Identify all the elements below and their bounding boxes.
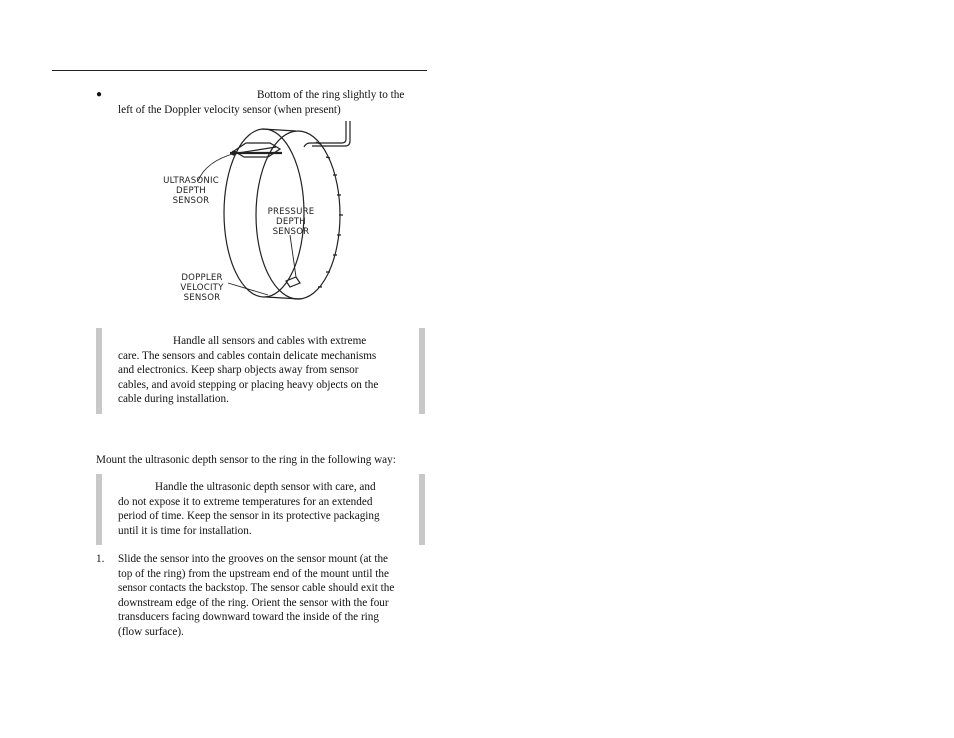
bullet-line-1: Bottom of the ring slightly to the <box>257 89 405 101</box>
step-text <box>118 552 423 639</box>
caution-note-text <box>118 480 408 538</box>
caution-note-cables <box>96 328 425 414</box>
step1-line-5: transducers facing downward toward the inside of the ring <box>118 611 379 623</box>
note2-line-1: Handle the ultrasonic depth sensor with care, and <box>155 481 376 493</box>
mount-intro-paragraph: Mount the ultrasonic depth sensor to the ring in the following way: <box>96 454 396 466</box>
note-bar-left <box>96 474 102 545</box>
ultrasonic-label-line-3: SENSOR <box>172 196 210 206</box>
pressure-sensor-label <box>258 207 324 237</box>
step-number: 1. <box>96 553 105 565</box>
note1-line-1: Handle all sensors and cables with extreme <box>173 335 367 347</box>
ultrasonic-label-line-1: ULTRASONIC <box>163 176 219 186</box>
caution-note-sensor <box>96 474 425 545</box>
doppler-label-line-1: DOPPLER <box>181 273 223 283</box>
note2-line-2: do not expose it to extreme temperatures for an extended <box>118 495 373 508</box>
caution-note-text <box>118 334 408 407</box>
note-bar-right <box>419 328 425 414</box>
note1-line-2: care. The sensors and cables contain delicate mechanisms <box>118 349 377 362</box>
note-bar-right <box>419 474 425 545</box>
pressure-label-line-3: SENSOR <box>272 227 310 237</box>
doppler-sensor-label <box>170 273 234 303</box>
note-bar-left <box>96 328 102 414</box>
pressure-label-line-2: DEPTH <box>276 217 306 227</box>
bullet-line-2: left of the Doppler velocity sensor (when present) <box>118 103 341 116</box>
step1-line-3: sensor contacts the backstop. The sensor cable should exit the <box>118 582 395 594</box>
bullet-text <box>118 88 418 117</box>
step1-line-6: (flow surface). <box>118 625 184 638</box>
ultrasonic-sensor-label <box>156 176 226 206</box>
step1-line-2: top of the ring) from the upstream end of the mount until the <box>118 567 389 580</box>
note1-line-4: cables, and avoid stepping or placing heavy objects on the <box>118 378 379 391</box>
note2-line-4: until it is time for installation. <box>118 524 252 537</box>
ultrasonic-label-line-2: DEPTH <box>176 186 206 196</box>
step1-line-4: downstream edge of the ring. Orient the sensor with the four <box>118 596 389 609</box>
bullet-marker: ● <box>96 89 103 100</box>
note2-line-3: period of time. Keep the sensor in its protective packaging <box>118 510 380 522</box>
doppler-label-line-3: SENSOR <box>183 293 221 303</box>
doppler-label-line-2: VELOCITY <box>180 283 224 293</box>
note1-line-5: cable during installation. <box>118 393 229 405</box>
note1-line-3: and electronics. Keep sharp objects away from sensor <box>118 364 359 376</box>
header-rule <box>52 70 427 71</box>
pressure-label-line-1: PRESSURE <box>267 207 315 217</box>
sensor-ring-figure <box>150 117 370 309</box>
step1-line-1: Slide the sensor into the grooves on the sensor mount (at the <box>118 553 389 565</box>
